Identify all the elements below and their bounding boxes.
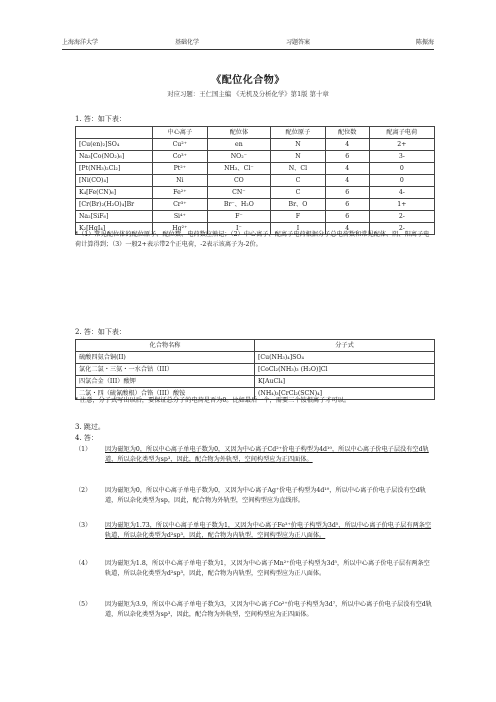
table-cell: CO — [207, 175, 271, 187]
table-row — [76, 175, 435, 187]
table-cell: N — [271, 139, 326, 151]
table-header-cell: 化合物名称 — [76, 340, 255, 352]
q4-heading: 4. 答： — [75, 434, 98, 442]
answer-number: （5） — [75, 601, 92, 608]
table-cell: Na₃[Co(NO₂)₆] — [76, 151, 153, 163]
answer-number: （2） — [75, 487, 92, 494]
header-school: 上海海洋大学 — [62, 39, 99, 46]
table-row — [76, 364, 435, 376]
table-row — [76, 151, 435, 163]
q2-note: * 注意，分子式写出以后，要保证总分子的电荷是否为0。比如最后一个，需要三个铵根离子才可以。 — [75, 397, 351, 404]
table-cell: N、Cl — [271, 163, 326, 175]
table-cell: 0 — [369, 175, 434, 187]
table-cell: C — [271, 187, 326, 199]
table-cell: en — [207, 139, 271, 151]
table-header-cell: 配位数 — [325, 127, 369, 139]
table-header-cell — [76, 127, 153, 139]
table-cell: F — [271, 211, 326, 223]
table-cell: N — [271, 151, 326, 163]
answer-item — [75, 486, 435, 507]
table-cell: 2+ — [369, 139, 434, 151]
table-cell: 硫酸四氨合铜(II) — [76, 352, 255, 364]
table-cell: NO₂⁻ — [207, 151, 271, 163]
table-cell: Na₂[SiF₆] — [76, 211, 153, 223]
table-cell: Cu²⁺ — [153, 139, 208, 151]
table-row — [76, 139, 435, 151]
q1-note: *（1）常见配位体的配位原子、配位数、电荷数应熟记；（2）中心离子、配离子电荷根据分子总电荷数和常见配体、阴、阳离子电荷计算得到；（3）一般2+表示带2个正电荷，-2表示该离子为-2价。 — [75, 231, 430, 248]
answer-item — [75, 445, 435, 466]
table-cell: Cr³⁺ — [153, 199, 208, 211]
table-cell: Fe²⁺ — [153, 187, 208, 199]
table-header-cell: 中心离子 — [153, 127, 208, 139]
table-cell: 6 — [325, 199, 369, 211]
page-header — [62, 37, 434, 49]
table-cell: 3- — [369, 151, 434, 163]
table-cell: 6 — [325, 211, 369, 223]
table-cell: Pt²⁺ — [153, 163, 208, 175]
answer-number: （4） — [75, 560, 92, 567]
table-cell: 四氯合金（III）酸钾 — [76, 376, 255, 388]
table-cell: CN⁻ — [207, 187, 271, 199]
table-cell: 6 — [325, 187, 369, 199]
header-course: 基础化学 — [175, 39, 200, 46]
table-cell: [Cu(en)₂]SO₄ — [76, 139, 153, 151]
table-header-cell: 分子式 — [255, 340, 435, 352]
table-row — [76, 352, 435, 364]
answer-text: 因为磁矩为0，所以中心离子单电子数为0，又因为中心离子Ag⁺价电子构型为4d¹⁰，所以中心离子价电子层没有空d轨道，所以杂化类型为sp，因此，配合物为外轨型，空间构型应为直线形。 — [105, 487, 427, 505]
table-cell: Br⁻、H₂O — [207, 199, 271, 211]
table-cell: 1+ — [369, 199, 434, 211]
table-cell: [CoCl₂(NH₃)₃ (H₂O)]Cl — [255, 364, 435, 376]
table-cell: I⁻ — [207, 223, 271, 235]
table-cell: I — [271, 223, 326, 235]
table-cell: [Cr(Br)₂(H₂O)₄]Br — [76, 199, 153, 211]
q1-heading: 1. 答：如下表： — [75, 115, 126, 123]
answer-text: 因为磁矩为1.8，所以中心离子单电子数为1，又因为中心离子Mn²⁺价电子构型为3d⁵，所以中心离子价电子层有两条空轨道，所以杂化类型为d²sp³，因此，配合物为内轨型，空间构型应为正八面体。 — [105, 560, 430, 578]
table-header-cell: 配离子电荷 — [369, 127, 434, 139]
complex-properties-table — [75, 126, 435, 235]
table-cell: 4 — [325, 139, 369, 151]
answer-number: （3） — [75, 522, 92, 529]
table-cell: K₂[HgI₄] — [76, 223, 153, 235]
table-cell: 2- — [369, 211, 434, 223]
table-cell: K[AuCl₄] — [255, 376, 435, 388]
answer-number: （1） — [75, 446, 92, 453]
table-row — [76, 199, 435, 211]
table-row — [76, 163, 435, 175]
table-cell: (NH₄)₃[CrCl₂(SCN)₄] — [255, 388, 435, 400]
table-cell: Hg²⁺ — [153, 223, 208, 235]
table-cell: [Ni(CO)₄] — [76, 175, 153, 187]
table-cell: Si⁴⁺ — [153, 211, 208, 223]
answer-item — [75, 559, 435, 580]
answer-item — [75, 521, 435, 542]
table-cell: C — [271, 175, 326, 187]
answer-text: 因为磁矩为3.9，所以中心离子单电子数为3，又因为中心离子Co²⁺价电子构型为3d⁷，所以中心离子价电子层没有空d轨道，所以杂化类型为sp³，因此，配合物为外轨型，空间构型应为正四面体。 — [105, 601, 432, 619]
table-header-cell: 配位体 — [207, 127, 271, 139]
table-cell: Ni — [153, 175, 208, 187]
q2-heading: 2. 答：如下表： — [75, 328, 126, 336]
table-cell: 6 — [325, 151, 369, 163]
table-cell: 二氯・四（硫氰酸根）合铬（III）酸铵 — [76, 388, 255, 400]
table-cell: [Pt(NH₃)₂Cl₂] — [76, 163, 153, 175]
q3-text: 3. 跳过。 — [75, 423, 105, 431]
table-row — [76, 211, 435, 223]
page-subtitle: 对应习题：王仁国主编 《无机及分析化学》第1版 第十章 — [167, 90, 329, 98]
table-cell: [Cu(NH₃)₄]SO₄ — [255, 352, 435, 364]
table-cell: 4 — [325, 175, 369, 187]
table-row — [76, 376, 435, 388]
header-author: 陈振海 — [415, 39, 434, 46]
table-cell: Co³⁺ — [153, 151, 208, 163]
header-doc: 习题答案 — [286, 39, 311, 46]
table-cell: 4 — [325, 163, 369, 175]
header-divider — [62, 49, 434, 50]
answer-item — [75, 600, 435, 621]
compound-names-table — [75, 339, 435, 400]
answer-text: 因为磁矩为0，所以中心离子单电子数为0，又因为中心离子Cd²⁺价电子构型为4d¹⁰，所以中心离子价电子层没有空d轨道，所以杂化类型为sp³，因此，配合物为外轨型，空间构型应为正四面体。 — [105, 446, 429, 464]
page-title: 《配位化合物》 — [211, 75, 285, 86]
table-header-row — [76, 340, 435, 352]
table-cell: Br、O — [271, 199, 326, 211]
table-cell: K₄[Fe(CN)₆] — [76, 187, 153, 199]
table-cell: 2- — [369, 223, 434, 235]
table-cell: 氯化二氯・三氨・一水合钴（III） — [76, 364, 255, 376]
table-cell: 4- — [369, 187, 434, 199]
table-cell: 0 — [369, 163, 434, 175]
table-header-row — [76, 127, 435, 139]
answer-text: 因为磁矩为1.73，所以中心离子单电子数为1，又因为中心离子Fe³⁺价电子构型为3d⁵，所以中心离子价电子层有两条空轨道，所以杂化类型为d²sp³，因此，配合物为内轨型，空间构型应为正八面体。 — [105, 522, 432, 540]
table-cell: 4 — [325, 223, 369, 235]
table-cell: F⁻ — [207, 211, 271, 223]
table-header-cell: 配位原子 — [271, 127, 326, 139]
table-cell: NH₃、Cl⁻ — [207, 163, 271, 175]
table-row — [76, 187, 435, 199]
